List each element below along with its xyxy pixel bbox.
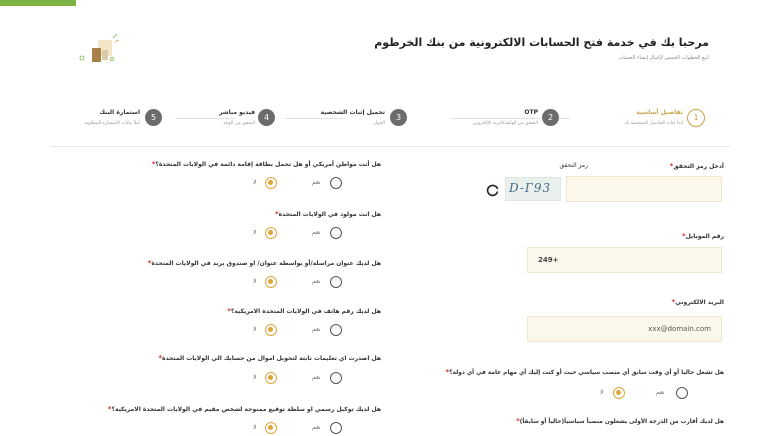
pep-option-yes[interactable]: نعم xyxy=(648,387,693,401)
option-yes[interactable]: نعم xyxy=(302,177,347,191)
radio-unselected[interactable] xyxy=(330,177,342,189)
step-number: 5 xyxy=(145,109,162,126)
step-number: 3 xyxy=(390,109,407,126)
radio-selected[interactable] xyxy=(613,387,625,399)
radio-unselected[interactable] xyxy=(676,387,688,399)
step-4[interactable] xyxy=(200,100,280,140)
relatives-question: هل لديك أقارب من الدرجة الأولى يشغلون منصبأ سياسيأ(حاليأ أو سابقأ)* xyxy=(516,417,724,425)
step-5[interactable] xyxy=(75,100,165,140)
radio-selected[interactable] xyxy=(265,227,277,239)
header-illustration-icon xyxy=(72,32,124,68)
radio-unselected[interactable] xyxy=(330,227,342,239)
step-2[interactable] xyxy=(458,100,568,140)
refresh-captcha-icon[interactable] xyxy=(486,183,500,197)
step-title: تحميل إثبات الشخصية xyxy=(320,109,385,116)
top-bar xyxy=(0,0,773,8)
option-no[interactable]: لا xyxy=(240,276,280,290)
step-subtitle: املأ بيانات الاستمارة المطلوبة xyxy=(84,121,140,126)
page-subtitle: اتبع الخطوات الخمس لإكمال إنشاء الحساب xyxy=(618,55,709,61)
us-q6-radio-group xyxy=(240,422,360,436)
step-1[interactable] xyxy=(608,100,708,140)
captcha-input[interactable] xyxy=(566,176,722,202)
us-question-2: هل انت مولود في الولايات المتحدة* xyxy=(274,210,381,218)
email-label: البريد الالكتروني* xyxy=(671,298,724,306)
us-question-5: هل اصدرت اي تعليمات ثابتة لتحويل اموال من حسابك الي الولايات المتحدة* xyxy=(158,354,381,362)
radio-selected[interactable] xyxy=(265,422,277,434)
radio-unselected[interactable] xyxy=(330,372,342,384)
option-yes[interactable]: نعم xyxy=(302,372,347,386)
option-no[interactable]: لا xyxy=(240,422,280,436)
mobile-label: رقم الموبايل* xyxy=(681,232,724,240)
pep-option-no[interactable]: لا xyxy=(588,387,628,401)
option-yes[interactable]: نعم xyxy=(302,422,347,436)
progress-stepper xyxy=(50,100,730,140)
page-title: مرحبا بك في خدمة فتح الحسابات الالكترونية من بنك الخرطوم xyxy=(374,36,709,49)
stepper-divider xyxy=(50,146,730,147)
step-number: 2 xyxy=(542,109,559,126)
option-yes[interactable]: نعم xyxy=(302,227,347,241)
captcha-image: D-Г93 xyxy=(505,177,561,201)
us-question-3: هل لديك عنوان مراسلة/أو بواسطة عنوان/ او صندوق بريد في الولايات المتحدة* xyxy=(147,259,381,267)
radio-unselected[interactable] xyxy=(330,422,342,434)
top-accent-bar xyxy=(0,0,76,6)
email-input[interactable]: xxx@domain.com xyxy=(527,316,722,342)
step-number: 1 xyxy=(687,109,705,127)
mobile-input[interactable]: +249 xyxy=(527,247,722,273)
step-subtitle: التحقق من الهاتف/البريد الإلكتروني xyxy=(472,121,538,126)
radio-unselected[interactable] xyxy=(330,324,342,336)
us-q5-radio-group xyxy=(240,372,360,386)
option-no[interactable]: لا xyxy=(240,372,280,386)
captcha-label: أدخل رمز التحقق* xyxy=(669,162,724,170)
radio-selected[interactable] xyxy=(265,372,277,384)
step-number: 4 xyxy=(258,109,275,126)
pep-question: هل تشغل حاليا أو أي وقت سابق أي منصب سياسي حيث أو كنت إليك أي مهام عامة في أي دولة؟* xyxy=(445,368,724,376)
radio-selected[interactable] xyxy=(265,177,277,189)
us-q1-radio-group xyxy=(240,177,360,191)
step-title: تفاصيل أساسية xyxy=(636,109,683,116)
captcha-caption: رمز التحقق xyxy=(559,162,588,169)
radio-selected[interactable] xyxy=(265,276,277,288)
step-subtitle: الجواز xyxy=(373,121,385,126)
us-question-6: هل لديك توكيل رسمي او سلطة توقيع ممنوحة لشخص مقيم في الولايات المتحدة الامريكية؟* xyxy=(107,405,381,413)
option-no[interactable]: لا xyxy=(240,324,280,338)
option-no[interactable]: لا xyxy=(240,177,280,191)
option-yes[interactable]: نعم xyxy=(302,324,347,338)
radio-unselected[interactable] xyxy=(330,276,342,288)
step-title: OTP xyxy=(524,109,538,116)
step-subtitle: ابدأ كتابة التفاصيل الشخصية بك xyxy=(624,121,683,126)
step-3[interactable] xyxy=(310,100,410,140)
step-subtitle: التحقق من الوجه xyxy=(223,121,255,126)
option-yes[interactable]: نعم xyxy=(302,276,347,290)
pep-radio-group xyxy=(588,387,698,401)
option-no[interactable]: لا xyxy=(240,227,280,241)
us-q2-radio-group xyxy=(240,227,360,241)
radio-selected[interactable] xyxy=(265,324,277,336)
step-title: فيديو مباشر xyxy=(219,109,255,116)
step-title: استمارة البنك xyxy=(99,109,140,116)
us-q4-radio-group xyxy=(240,324,360,338)
us-question-1: هل أنت مواطن أمريكي أو هل تحمل بطاقة إقامة دائمة في الولايات المتحدة؟* xyxy=(151,160,381,168)
us-q3-radio-group xyxy=(240,276,360,290)
us-question-4: هل لديك رقم هاتف في الولايات المتحدة الامريكية؟* xyxy=(227,307,381,315)
